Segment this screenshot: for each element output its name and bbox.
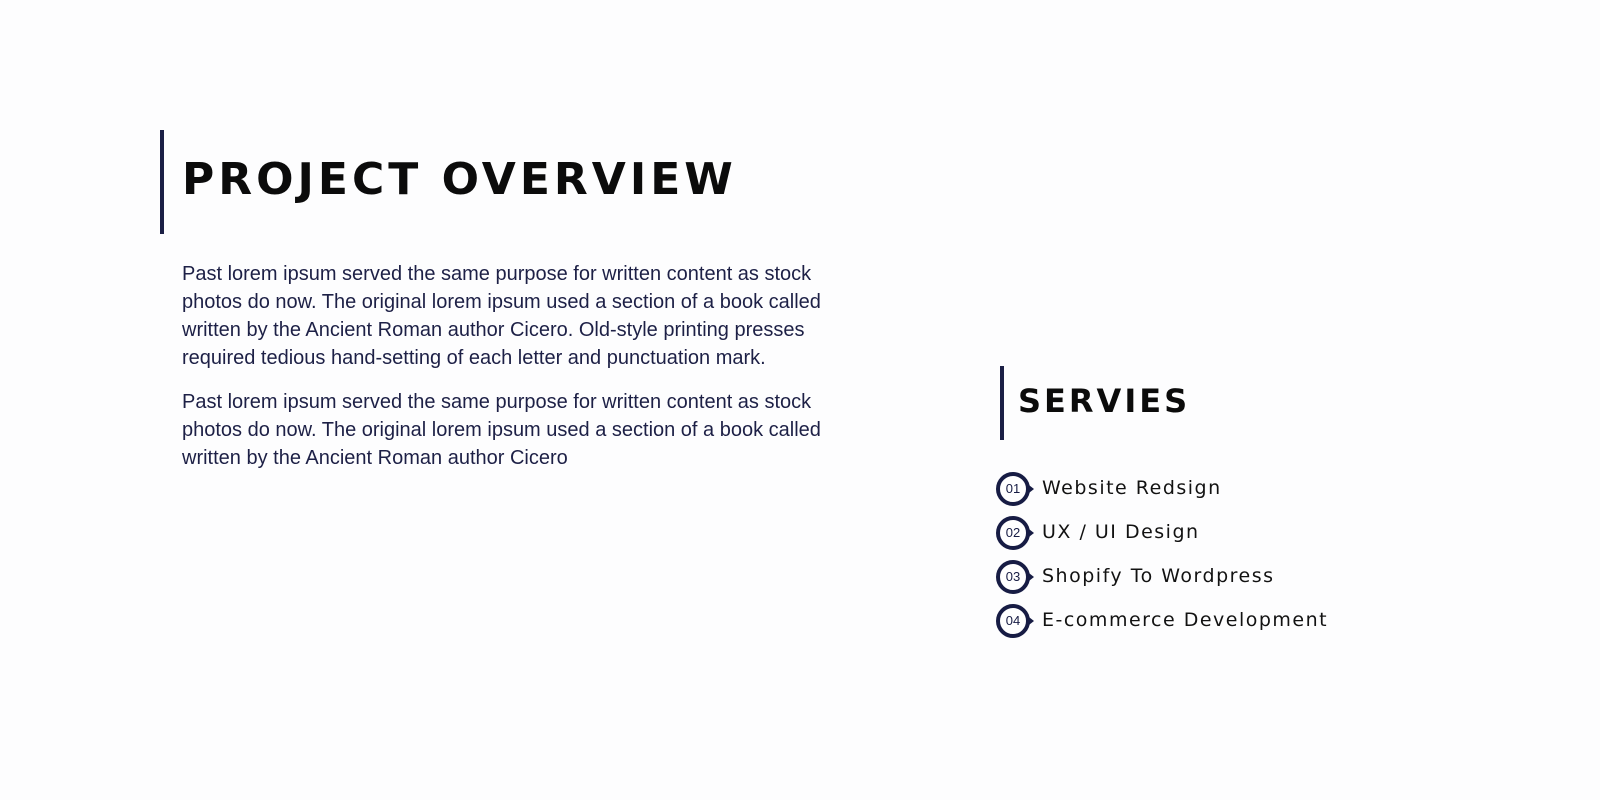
list-item [996, 510, 1560, 554]
service-number: 03 [1005, 569, 1021, 584]
overview-paragraph-2: Past lorem ipsum served the same purpose for written content as stock photos do now. The original lorem ipsum used a section of a book called written by the Ancient Roman author Cicero [182, 391, 821, 469]
service-number: 02 [1005, 525, 1021, 540]
service-label: Website Redsign [1042, 477, 1222, 499]
page-title: PROJECT OVERVIEW [182, 154, 737, 205]
numbered-arrow-badge-icon [996, 471, 1034, 505]
service-number: 01 [1005, 481, 1021, 496]
service-label: E-commerce Development [1042, 609, 1329, 631]
services-accent-bar [1000, 366, 1560, 440]
services-title: SERVIES [1018, 382, 1191, 420]
numbered-arrow-badge-icon [996, 515, 1034, 549]
service-label: UX / UI Design [1042, 521, 1200, 543]
services-section [1000, 366, 1560, 642]
services-list [996, 466, 1560, 642]
list-item [996, 466, 1560, 510]
overview-text [160, 260, 860, 472]
service-number: 04 [1005, 613, 1021, 628]
overview-paragraph-1: Past lorem ipsum served the same purpose for written content as stock photos do now. The original lorem ipsum used a section of a book called written by the Ancient Roman author Cicero. Old-style printing presses required tedious hand-setting of each letter and punctuation mark. [182, 263, 821, 369]
list-item [996, 598, 1560, 642]
numbered-arrow-badge-icon [996, 559, 1034, 593]
title-accent-bar [160, 130, 860, 234]
service-label: Shopify To Wordpress [1042, 565, 1275, 587]
numbered-arrow-badge-icon [996, 603, 1034, 637]
project-overview-section [160, 130, 860, 488]
list-item [996, 554, 1560, 598]
